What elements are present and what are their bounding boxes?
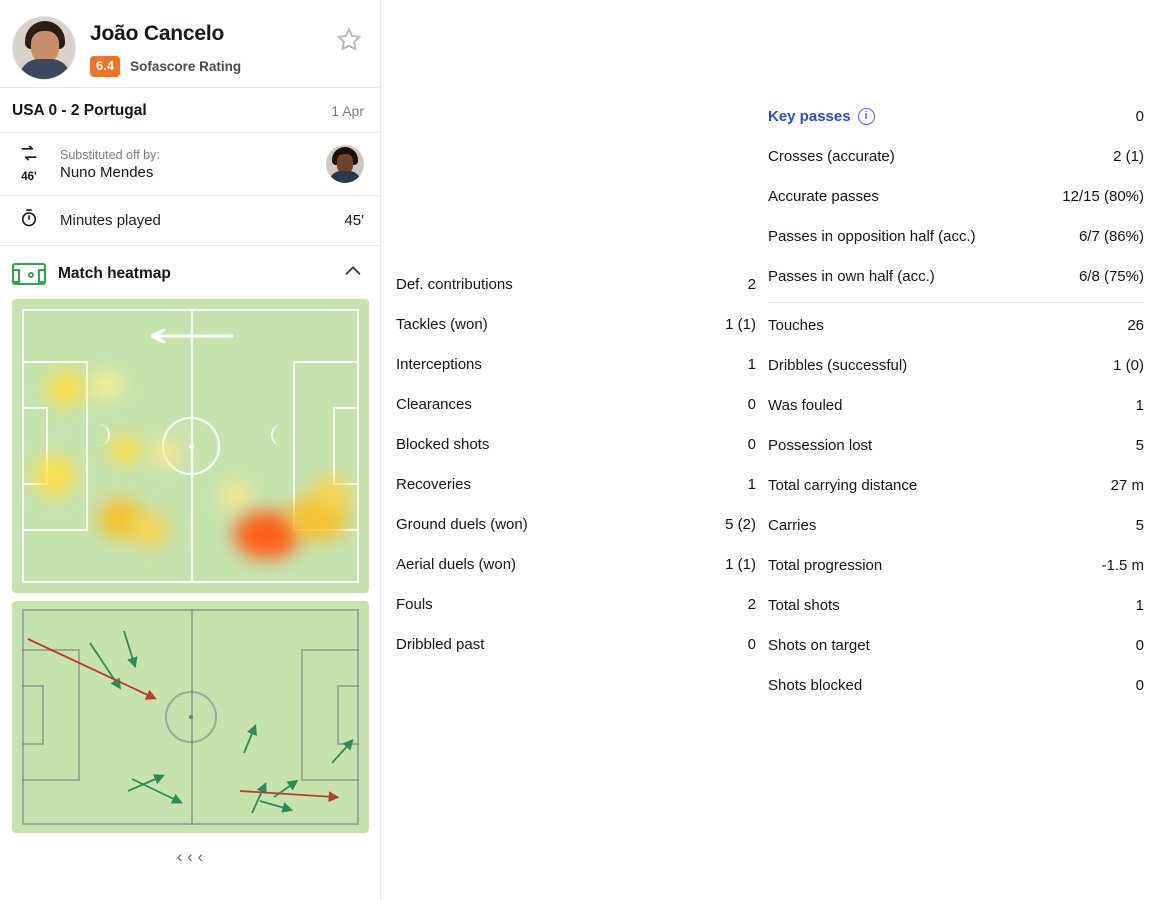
stat-label: Total progression — [768, 556, 883, 574]
rating-label: Sofascore Rating — [130, 58, 242, 74]
stat-value: 2 — [747, 595, 756, 613]
match-title: USA 0 - 2 Portugal — [12, 102, 147, 119]
stat-label: Dribbled past — [396, 635, 485, 653]
stat-label: Crosses (accurate) — [768, 147, 895, 165]
stat-label: Possession lost — [768, 436, 873, 454]
table-row — [768, 136, 1144, 176]
table-row — [768, 665, 1144, 705]
page-title: João Cancelo — [90, 22, 225, 46]
star-outline-icon[interactable] — [336, 26, 362, 52]
table-row — [396, 384, 756, 424]
table-row — [768, 216, 1144, 256]
substitute-avatar — [326, 145, 364, 183]
table-row — [768, 176, 1144, 216]
stat-value: 1 (0) — [1113, 356, 1144, 374]
divider — [768, 302, 1144, 303]
table-row — [396, 624, 756, 664]
table-row — [396, 264, 756, 304]
match-heatmap-header[interactable] — [0, 246, 380, 299]
stat-value: 12/15 (80%) — [1062, 187, 1144, 205]
stat-label: Passes in own half (acc.) — [768, 267, 935, 285]
minutes-played-value: 45' — [344, 212, 364, 229]
stat-value: 1 — [747, 355, 756, 373]
substitution-icon — [12, 143, 46, 185]
match-heatmap-title: Match heatmap — [58, 264, 171, 282]
table-row — [768, 505, 1144, 545]
table-row — [768, 465, 1144, 505]
stat-label: Touches — [768, 316, 824, 334]
rating-row — [90, 56, 364, 76]
substitution-info — [60, 148, 312, 181]
table-row — [768, 385, 1144, 425]
stat-value: 1 — [1135, 596, 1144, 614]
table-row — [768, 425, 1144, 465]
stat-value: 1 — [747, 475, 756, 493]
stat-label: Total shots — [768, 596, 840, 614]
status-badge: 6.4 — [90, 56, 120, 76]
pitch-icon — [12, 263, 46, 285]
table-row — [768, 256, 1144, 296]
table-row — [396, 464, 756, 504]
table-row — [768, 96, 1144, 136]
substitution-label: Substituted off by: — [60, 147, 160, 162]
stat-label: Blocked shots — [396, 435, 490, 453]
stat-value: 1 (1) — [725, 315, 756, 333]
match-row[interactable] — [0, 88, 380, 133]
stat-value: 26 — [1127, 316, 1144, 334]
stat-value: 0 — [1135, 676, 1144, 694]
avatar — [12, 16, 76, 80]
table-row — [768, 625, 1144, 665]
pass-arrows — [12, 601, 369, 833]
stat-label: Def. contributions — [396, 275, 513, 293]
pass-map-pitch — [12, 601, 369, 833]
stat-value: 5 — [1135, 436, 1144, 454]
stat-label: Shots blocked — [768, 676, 863, 694]
stat-label: Shots on target — [768, 636, 870, 654]
stat-value: 6/7 (86%) — [1078, 227, 1144, 245]
info-icon[interactable]: i — [858, 108, 875, 125]
key-passes-link[interactable] — [768, 108, 875, 125]
player-header — [0, 0, 380, 88]
substitution-row — [0, 133, 380, 196]
stat-value: 0 — [1135, 636, 1144, 654]
table-row — [396, 544, 756, 584]
stat-value: 1 — [1135, 396, 1144, 414]
stat-label: Fouls — [396, 595, 433, 613]
stat-value: 6/8 (75%) — [1078, 267, 1144, 285]
stat-value: 5 — [1135, 516, 1144, 534]
defensive-stats-list — [396, 264, 756, 664]
stopwatch-icon — [12, 208, 46, 233]
stat-label: Key passes — [768, 107, 851, 125]
stat-value: 0 — [747, 635, 756, 653]
table-row — [396, 584, 756, 624]
stat-label: Accurate passes — [768, 187, 879, 205]
table-row — [768, 305, 1144, 345]
stat-value: 27 m — [1110, 476, 1144, 494]
table-row — [396, 344, 756, 384]
stat-value: 0 — [1135, 107, 1144, 125]
stat-value: 2 — [747, 275, 756, 293]
stat-label: Passes in opposition half (acc.) — [768, 227, 976, 245]
stat-label: Interceptions — [396, 355, 482, 373]
stat-label: Ground duels (won) — [396, 515, 528, 533]
stat-label: Tackles (won) — [396, 315, 488, 333]
carousel-arrows[interactable]: ‹ ‹ ‹ — [176, 847, 204, 866]
table-row — [396, 504, 756, 544]
stat-value: 5 (2) — [725, 515, 756, 533]
table-row — [768, 345, 1144, 385]
passing-stats-list — [768, 96, 1144, 705]
stat-label: Clearances — [396, 395, 472, 413]
substitution-player: Nuno Mendes — [60, 163, 154, 181]
stat-label: Carries — [768, 516, 817, 534]
player-meta — [90, 18, 364, 76]
stat-value: 1 (1) — [725, 555, 756, 573]
stat-value: 2 (1) — [1113, 147, 1144, 165]
stat-label: Recoveries — [396, 475, 472, 493]
table-row — [768, 545, 1144, 585]
stat-value: 0 — [747, 435, 756, 453]
stat-value: -1.5 m — [1101, 556, 1144, 574]
minutes-played-row — [0, 196, 380, 246]
table-row — [396, 424, 756, 464]
left-panel — [0, 0, 381, 900]
stat-label: Dribbles (successful) — [768, 356, 908, 374]
substitution-minute: 46' — [21, 171, 37, 183]
minutes-played-label: Minutes played — [60, 212, 161, 229]
heatmap-pitch — [12, 299, 369, 593]
stat-label: Aerial duels (won) — [396, 555, 517, 573]
chevron-up-icon[interactable] — [342, 260, 364, 287]
stat-label: Total carrying distance — [768, 476, 918, 494]
direction-arrow-icon — [148, 329, 234, 343]
pitch-lines — [12, 299, 369, 593]
table-row — [768, 585, 1144, 625]
stat-value: 0 — [747, 395, 756, 413]
table-row — [396, 304, 756, 344]
pitch-carousel-controls[interactable] — [0, 847, 380, 867]
match-date: 1 Apr — [331, 103, 364, 119]
stat-label: Was fouled — [768, 396, 843, 414]
